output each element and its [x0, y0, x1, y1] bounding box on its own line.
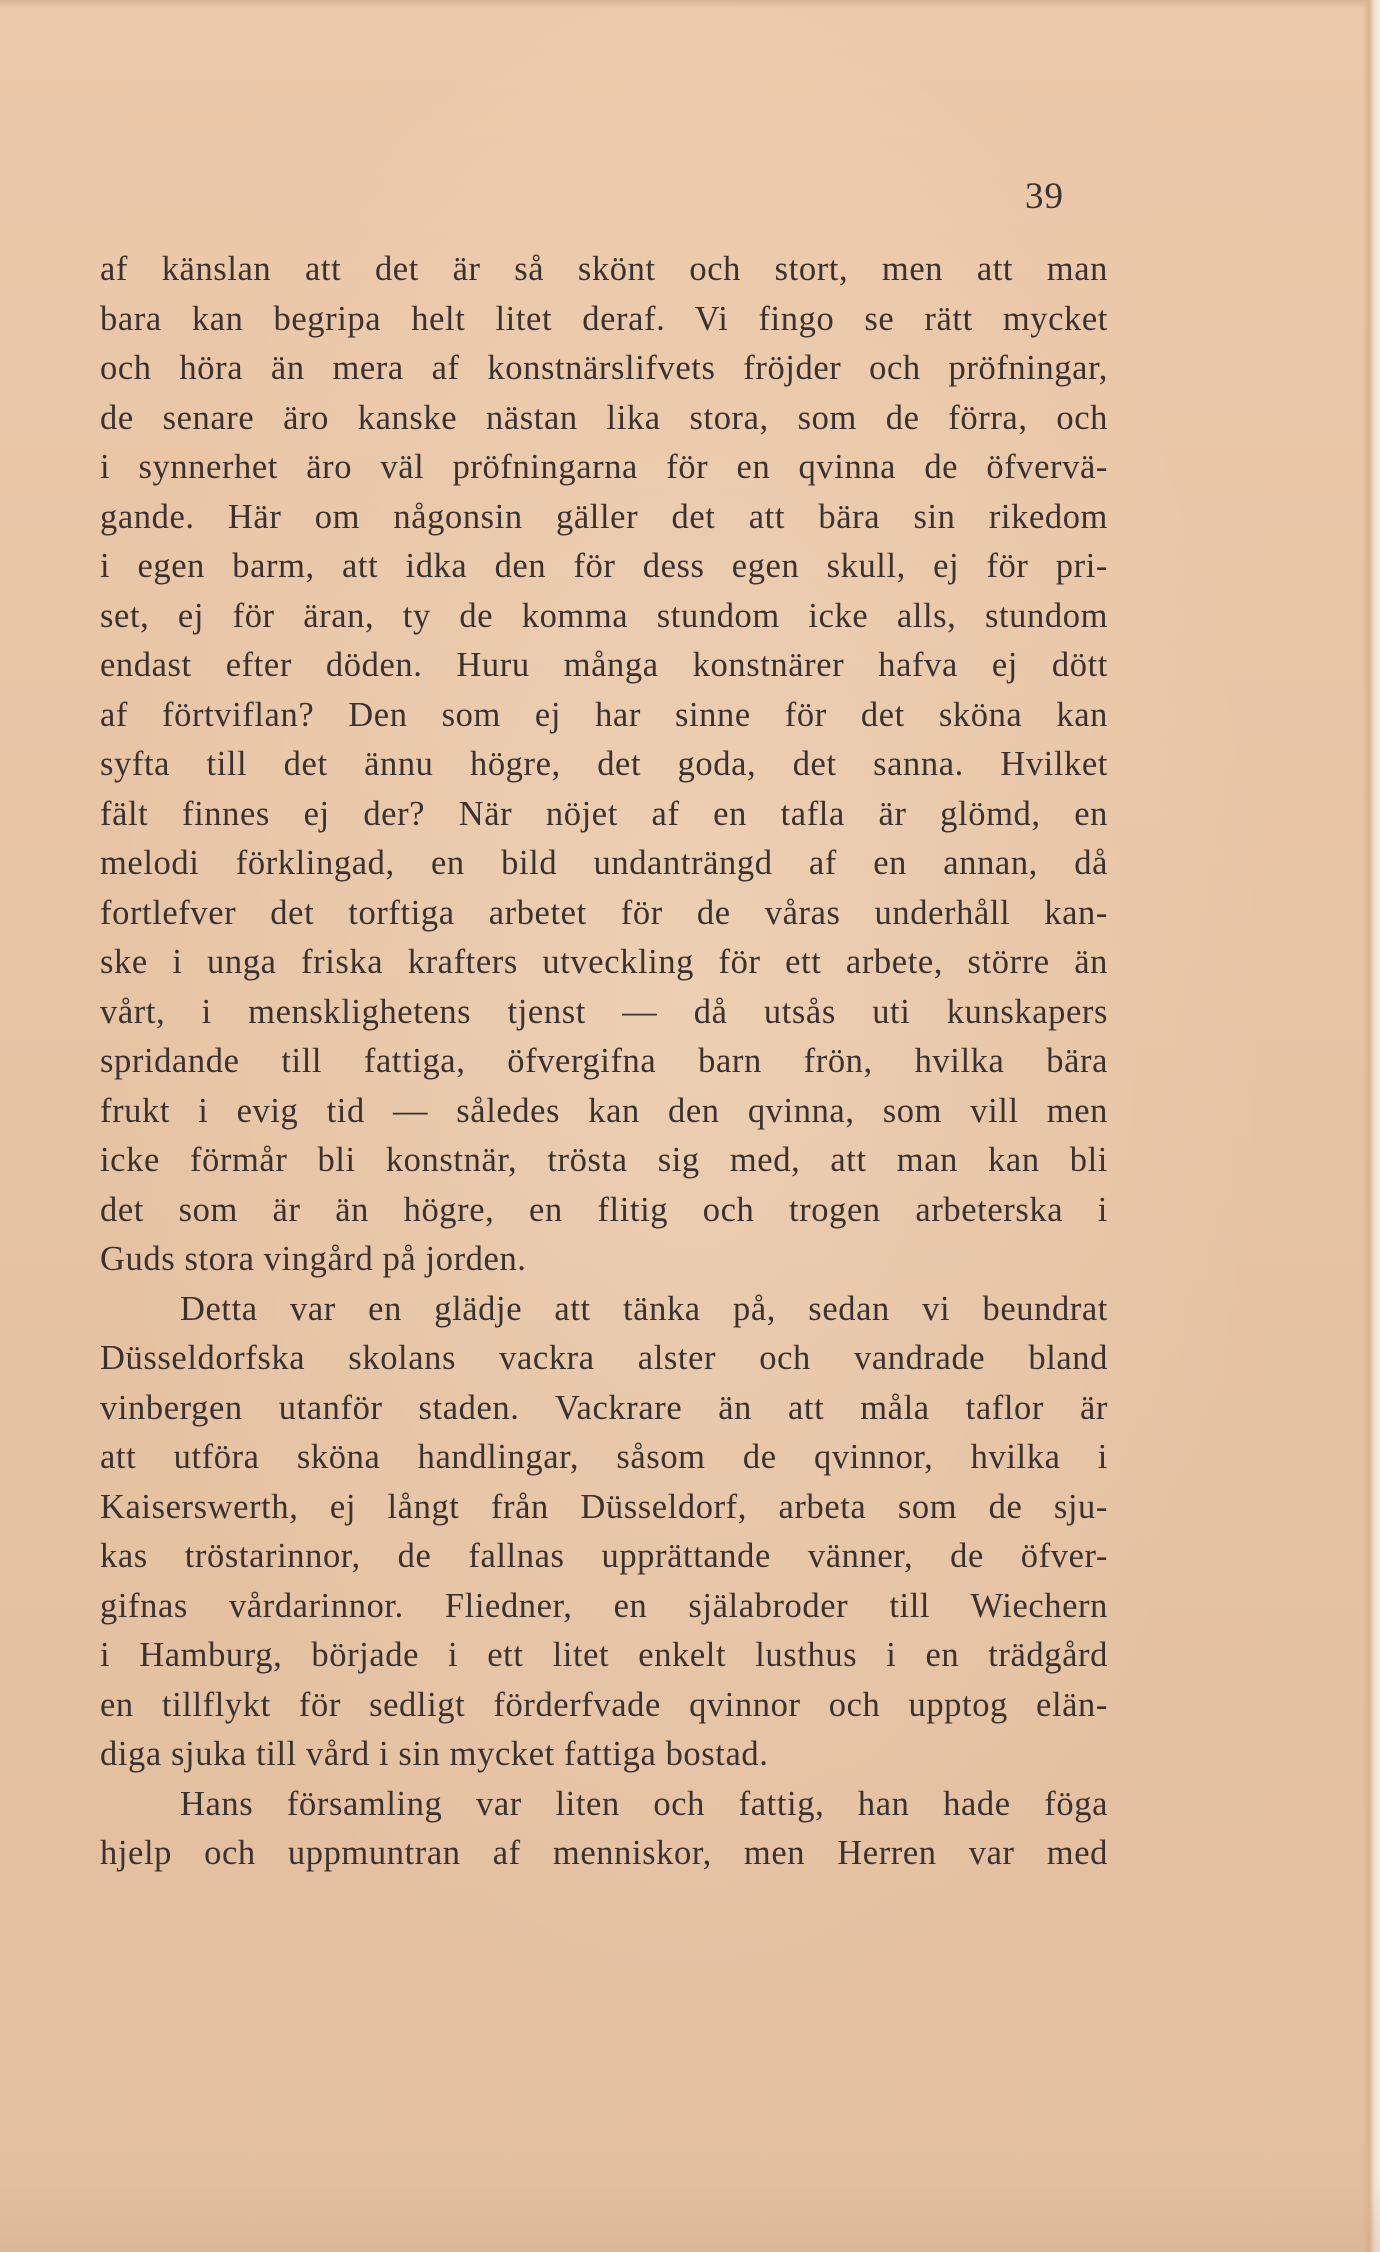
- text-line: af känslan att det är så skönt och stort, men att man: [100, 250, 1108, 288]
- text-line: bara kan begripa helt litet deraf. Vi fingo se rätt mycket: [100, 299, 1108, 338]
- text-line: i Hamburg, började i ett litet enkelt lusthus i en trädgård: [100, 1636, 1108, 1674]
- text-line: spridande till fattiga, öfvergifna barn frön, hvilka bära: [100, 1042, 1108, 1080]
- text-line: syfta till det ännu högre, det goda, det sanna. Hvilket: [100, 745, 1108, 783]
- text-line: en tillflykt för sedligt förderfvade qvinnor och upptog elän-: [100, 1685, 1108, 1724]
- text-line: vårt, i mensklighetens tjenst — då utsås uti kunskapers: [100, 992, 1108, 1031]
- text-line: vinbergen utanför staden. Vackrare än att måla taflor är: [100, 1388, 1108, 1427]
- text-line: Guds stora vingård på jorden.: [100, 1240, 527, 1278]
- text-line: hjelp och uppmuntran af menniskor, men Herren var med: [100, 1834, 1108, 1872]
- text-line: att utföra sköna handlingar, såsom de qvinnor, hvilka i: [100, 1438, 1108, 1476]
- text-line: gifnas vårdarinnor. Fliedner, en själabroder till Wiechern: [100, 1586, 1108, 1625]
- text-line: Detta var en glädje att tänka på, sedan vi beundrat: [180, 1289, 1108, 1328]
- text-line: ske i unga friska krafters utveckling för ett arbete, större än: [100, 943, 1108, 981]
- text-line: de senare äro kanske nästan lika stora, som de förra, och: [100, 398, 1108, 437]
- text-line: Hans församling var liten och fattig, han hade föga: [180, 1784, 1108, 1823]
- page-number: 39: [1025, 176, 1064, 217]
- text-line: frukt i evig tid — således kan den qvinna, som vill men: [100, 1091, 1108, 1130]
- body-text: [100, 245, 1108, 1879]
- text-line: och höra än mera af konstnärslifvets fröjder och pröfningar,: [100, 349, 1108, 387]
- text-line: melodi förklingad, en bild undanträngd af en annan, då: [100, 844, 1108, 882]
- page-bottom-shadow: [0, 2182, 1380, 2252]
- text-line: fält finnes ej der? När nöjet af en tafla är glömd, en: [100, 794, 1108, 833]
- text-line: af förtviflan? Den som ej har sinne för det sköna kan: [100, 695, 1108, 734]
- text-line: fortlefver det torftiga arbetet för de våras underhåll kan-: [100, 893, 1108, 932]
- text-line: i synnerhet äro väl pröfningarna för en qvinna de öfvervä-: [100, 448, 1108, 486]
- text-line: diga sjuka till vård i sin mycket fattiga bostad.: [100, 1735, 769, 1773]
- page-top-shadow: [0, 0, 1380, 8]
- text-line: Kaiserswerth, ej långt från Düsseldorf, arbeta som de sju-: [100, 1487, 1108, 1526]
- text-line: set, ej för äran, ty de komma stundom icke alls, stundom: [100, 596, 1108, 635]
- text-line: endast efter döden. Huru många konstnärer hafva ej dött: [100, 646, 1108, 684]
- text-line: Düsseldorfska skolans vackra alster och vandrade bland: [100, 1339, 1108, 1377]
- text-line: gande. Här om någonsin gäller det att bära sin rikedom: [100, 497, 1108, 536]
- text-line: det som är än högre, en flitig och trogen arbeterska i: [100, 1190, 1108, 1229]
- page-right-edge: [1362, 0, 1380, 2252]
- text-line: i egen barm, att idka den för dess egen skull, ej för pri-: [100, 547, 1108, 585]
- text-line: icke förmår bli konstnär, trösta sig med, att man kan bli: [100, 1141, 1108, 1179]
- text-line: kas tröstarinnor, de fallnas upprättande vänner, de öfver-: [100, 1537, 1108, 1575]
